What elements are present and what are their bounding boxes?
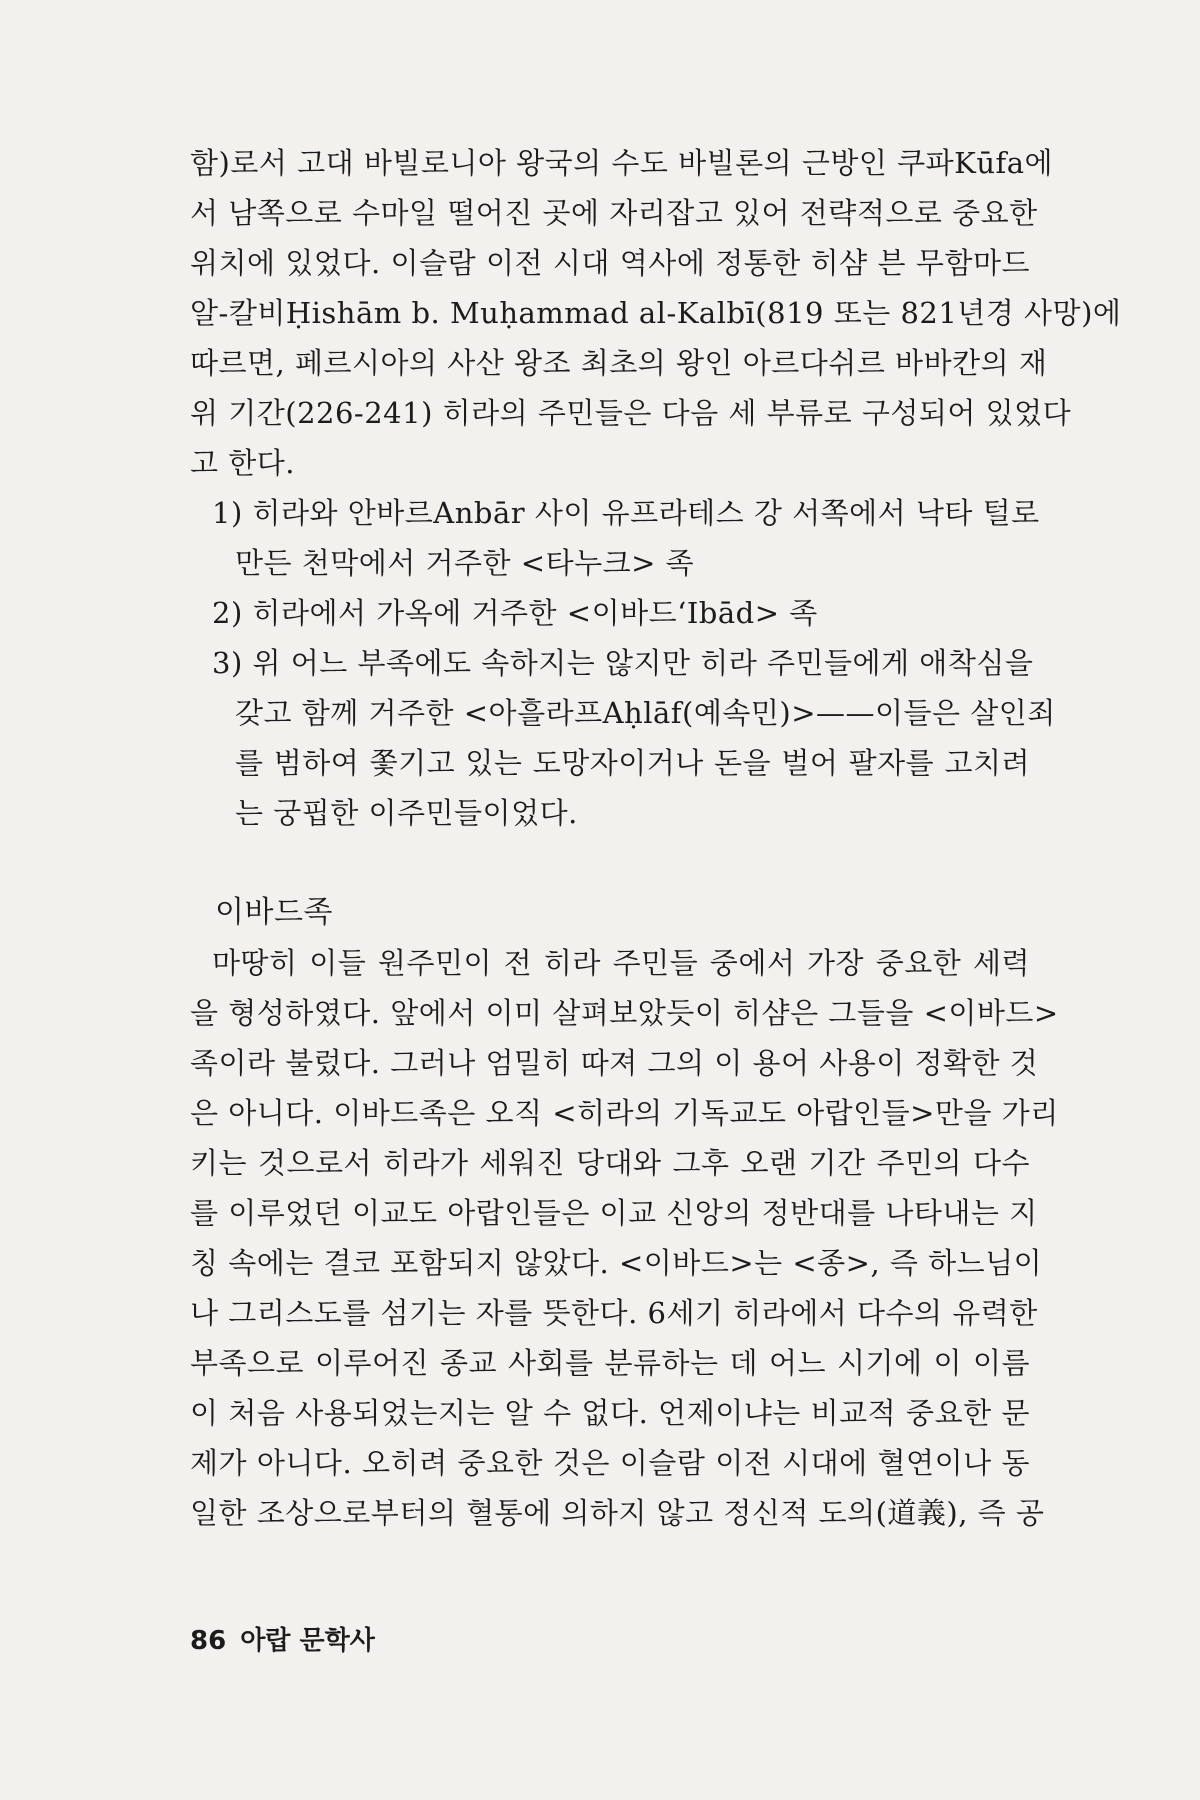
- list-item-3-line-1: 3) 위 어느 부족에도 속하지는 않지만 히라 주민들에게 애착심을: [212, 646, 1034, 680]
- section-line-8: 나 그리스도를 섬기는 자를 뜻한다. 6세기 히라에서 다수의 유력한: [190, 1296, 1038, 1330]
- list-item-2-line-1: 2) 히라에서 가옥에 거주한 <이바드‘Ibād> 족: [212, 596, 818, 630]
- list-item-1-line-2: 만든 천막에서 거주한 <타누크> 족: [235, 546, 695, 580]
- list-item-1-line-1: 1) 히라와 안바르Anbār 사이 유프라테스 강 서쪽에서 낙타 털로: [212, 496, 1040, 530]
- body-line-3: 위치에 있었다. 이슬람 이전 시대 역사에 정통한 히샴 븐 무함마드: [190, 246, 1030, 280]
- book-title: 아랍 문학사: [240, 1626, 375, 1656]
- list-item-3-line-2: 갖고 함께 거주한 <아흘라프Aḥlāf(예속민)>——이들은 살인죄: [235, 696, 1056, 730]
- section-line-7: 칭 속에는 결코 포함되지 않았다. <이바드>는 <종>, 즉 하느님이: [190, 1246, 1043, 1280]
- list-item-3-line-4: 는 궁핍한 이주민들이었다.: [235, 796, 578, 830]
- section-line-5: 키는 것으로서 히라가 세워진 당대와 그후 오랜 기간 주민의 다수: [190, 1146, 1030, 1180]
- body-line-2: 서 남쪽으로 수마일 떨어진 곳에 자리잡고 있어 전략적으로 중요한: [190, 196, 1038, 230]
- section-line-2: 을 형성하였다. 앞에서 이미 살펴보았듯이 히샴은 그들을 <이바드>: [190, 996, 1059, 1030]
- body-line-6: 위 기간(226-241) 히라의 주민들은 다음 세 부류로 구성되어 있었다: [190, 396, 1072, 430]
- section-line-12: 일한 조상으로부터의 혈통에 의하지 않고 정신적 도의(道義), 즉 공: [190, 1496, 1045, 1530]
- body-line-5: 따르면, 페르시아의 사산 왕조 최초의 왕인 아르다쉬르 바바칸의 재: [190, 346, 1048, 380]
- section-line-6: 를 이루었던 이교도 아랍인들은 이교 신앙의 정반대를 나타내는 지: [190, 1196, 1038, 1230]
- section-line-3: 족이라 불렀다. 그러나 엄밀히 따져 그의 이 용어 사용이 정확한 것: [190, 1046, 1039, 1080]
- section-line-10: 이 처음 사용되었는지는 알 수 없다. 언제이냐는 비교적 중요한 문: [190, 1396, 1030, 1430]
- page-number: 86: [190, 1626, 227, 1656]
- body-line-1: 함)로서 고대 바빌로니아 왕국의 수도 바빌론의 근방인 쿠파Kūfa에: [190, 146, 1054, 180]
- list-item-3-line-3: 를 범하여 쫓기고 있는 도망자이거나 돈을 벌어 팔자를 고치려: [235, 746, 1030, 780]
- section-heading: 이바드족: [215, 895, 333, 930]
- section-line-4: 은 아니다. 이바드족은 오직 <히라의 기독교도 아랍인들>만을 가리: [190, 1096, 1059, 1130]
- body-line-7: 고 한다.: [190, 446, 295, 480]
- section-line-9: 부족으로 이루어진 종교 사회를 분류하는 데 어느 시기에 이 이름: [190, 1346, 1030, 1380]
- section-line-11: 제가 아니다. 오히려 중요한 것은 이슬람 이전 시대에 혈연이나 동: [190, 1446, 1030, 1480]
- page-footer: [190, 1625, 375, 1657]
- section-line-1: 마땅히 이들 원주민이 전 히라 주민들 중에서 가장 중요한 세력: [212, 946, 1030, 980]
- body-line-4: 알-칼비Ḥishām b. Muḥammad al-Kalbī(819 또는 821년경 사망)에: [190, 296, 1122, 330]
